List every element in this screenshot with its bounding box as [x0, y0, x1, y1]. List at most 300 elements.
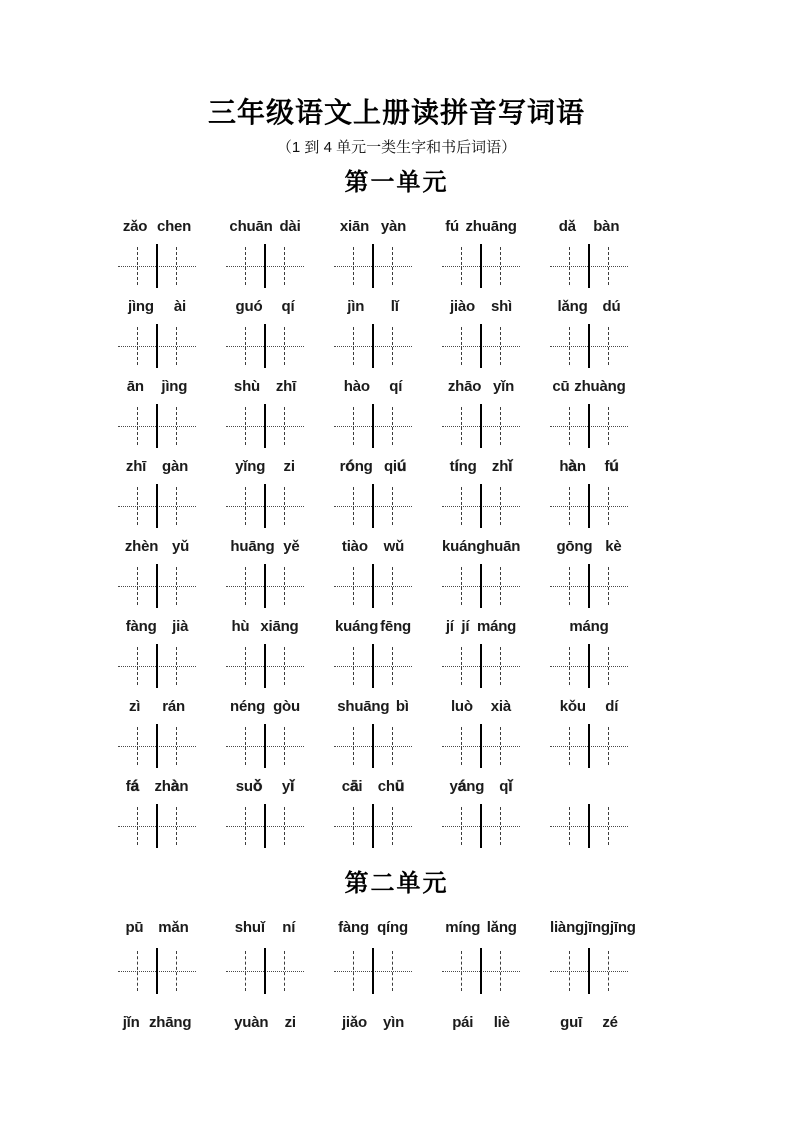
grid-guide-vertical — [500, 951, 501, 991]
grid-guide-vertical — [461, 407, 462, 445]
pinyin-word — [442, 1014, 520, 1034]
word-row — [118, 538, 793, 618]
grid-divider — [480, 244, 482, 288]
grid-guide-vertical — [245, 247, 246, 285]
grid-divider — [264, 644, 266, 688]
grid-divider — [588, 484, 590, 528]
pinyin-syllable: dǎ — [558, 217, 576, 235]
grid-divider — [264, 804, 266, 848]
word-block — [334, 618, 412, 685]
pinyin-syllable: shì — [490, 297, 513, 315]
word-block — [226, 378, 304, 445]
grid-guide-vertical — [608, 327, 609, 365]
pinyin-syllable: kè — [605, 537, 622, 555]
pinyin-syllable: liè — [493, 1013, 510, 1031]
pinyin-syllable: wǔ — [383, 537, 405, 555]
pinyin-word — [118, 618, 196, 638]
grid-guide-vertical — [245, 407, 246, 445]
grid-guide-vertical — [284, 487, 285, 525]
writing-grid — [550, 647, 628, 685]
pinyin-syllable: zhī — [275, 377, 297, 395]
grid-divider — [480, 948, 482, 994]
pinyin-syllable: jí — [445, 617, 454, 635]
word-block — [118, 698, 196, 765]
pinyin-syllable: zi — [284, 1013, 296, 1031]
word-block — [334, 778, 412, 845]
grid-guide-vertical — [608, 407, 609, 445]
writing-grid — [442, 407, 520, 445]
pinyin-syllable: dú — [602, 297, 621, 315]
pinyin-syllable: zhàn — [154, 777, 189, 795]
word-block — [550, 538, 628, 605]
pinyin-syllable: lǎng — [486, 918, 517, 936]
writing-grid — [550, 487, 628, 525]
word-block — [226, 298, 304, 365]
pinyin-word — [550, 778, 628, 798]
grid-divider — [588, 948, 590, 994]
word-block — [226, 618, 304, 685]
pinyin-syllable: hào — [343, 377, 370, 395]
grid-guide-vertical — [353, 327, 354, 365]
page-title: 三年级语文上册读拼音写词语 — [207, 97, 585, 128]
pinyin-word — [442, 778, 520, 798]
section-heading-unit-2: 第二单元 — [344, 869, 449, 897]
grid-guide-vertical — [500, 647, 501, 685]
grid-divider — [372, 244, 374, 288]
pinyin-syllable: yǐ — [281, 777, 295, 795]
pinyin-syllable: guī — [560, 1013, 583, 1031]
pinyin-word — [550, 538, 628, 558]
writing-grid — [226, 327, 304, 365]
pinyin-syllable: chū — [377, 777, 405, 795]
word-block — [442, 298, 520, 365]
pinyin-syllable: chuān — [229, 217, 273, 235]
grid-divider — [372, 724, 374, 768]
word-block — [226, 1014, 304, 1034]
grid-guide-vertical — [569, 487, 570, 525]
word-block — [550, 778, 628, 845]
word-block — [118, 298, 196, 365]
pinyin-syllable: liàng — [550, 918, 585, 936]
grid-guide-vertical — [284, 807, 285, 845]
pinyin-word — [118, 218, 196, 238]
pinyin-word — [118, 298, 196, 318]
pinyin-syllable: fá — [125, 777, 140, 795]
writing-grid — [550, 327, 628, 365]
writing-grid — [226, 727, 304, 765]
writing-grid — [442, 327, 520, 365]
writing-grid — [334, 247, 412, 285]
pinyin-syllable: máng — [476, 617, 517, 635]
pinyin-word — [550, 618, 628, 638]
grid-guide-vertical — [353, 727, 354, 765]
pinyin-syllable: yǐn — [493, 377, 515, 395]
grid-guide-vertical — [245, 807, 246, 845]
writing-grid — [226, 951, 304, 991]
grid-divider — [588, 644, 590, 688]
pinyin-syllable: bì — [395, 697, 409, 715]
grid-guide-vertical — [176, 647, 177, 685]
pinyin-syllable: zì — [128, 697, 141, 715]
pinyin-syllable: róng — [339, 457, 373, 475]
pinyin-syllable: shuǐ — [234, 918, 265, 936]
writing-grid — [226, 807, 304, 845]
pinyin-word — [226, 298, 304, 318]
pinyin-syllable: qiú — [383, 457, 407, 475]
word-block — [550, 618, 628, 685]
pinyin-word — [118, 538, 196, 558]
pinyin-syllable: zhuāng — [465, 217, 517, 235]
grid-guide-vertical — [176, 487, 177, 525]
pinyin-syllable: hàn — [559, 457, 586, 475]
word-row — [118, 1014, 793, 1109]
grid-guide-vertical — [353, 487, 354, 525]
pinyin-syllable: jīng — [609, 918, 636, 936]
word-block — [550, 1014, 628, 1034]
grid-guide-vertical — [461, 567, 462, 605]
grid-guide-vertical — [569, 951, 570, 991]
writing-grid — [334, 407, 412, 445]
word-block — [442, 378, 520, 445]
grid-guide-vertical — [284, 247, 285, 285]
grid-guide-vertical — [500, 247, 501, 285]
word-block — [118, 218, 196, 285]
writing-grid — [442, 247, 520, 285]
pinyin-syllable: jí — [461, 617, 470, 635]
pinyin-word — [334, 618, 412, 638]
pinyin-syllable: shuāng — [337, 697, 390, 715]
word-block — [226, 218, 304, 285]
pinyin-word — [334, 778, 412, 798]
word-block — [442, 458, 520, 525]
pinyin-word — [442, 218, 520, 238]
pinyin-syllable: zi — [283, 457, 295, 475]
pinyin-syllable: qí — [389, 377, 403, 395]
pinyin-word — [226, 218, 304, 238]
pinyin-word — [118, 698, 196, 718]
grid-divider — [588, 564, 590, 608]
writing-grid — [550, 567, 628, 605]
pinyin-syllable: jìn — [347, 297, 365, 315]
grid-divider — [264, 724, 266, 768]
pinyin-syllable: yàn — [380, 217, 407, 235]
grid-guide-vertical — [176, 327, 177, 365]
writing-grid — [334, 807, 412, 845]
pinyin-syllable: bàn — [593, 217, 620, 235]
pinyin-word — [334, 919, 412, 939]
pinyin-syllable: shù — [233, 377, 260, 395]
grid-guide-vertical — [500, 807, 501, 845]
pinyin-syllable: chen — [156, 217, 192, 235]
pinyin-syllable: kǒu — [559, 697, 586, 715]
grid-guide-vertical — [245, 647, 246, 685]
writing-grid — [334, 487, 412, 525]
pinyin-word — [334, 698, 412, 718]
word-block — [550, 918, 636, 991]
pinyin-syllable: jiào — [449, 297, 476, 315]
pinyin-word — [226, 778, 304, 798]
word-row — [118, 618, 793, 698]
pinyin-syllable: zhuàng — [574, 377, 626, 395]
pinyin-syllable: pái — [452, 1013, 474, 1031]
pinyin-syllable: guó — [235, 297, 263, 315]
grid-guide-vertical — [137, 487, 138, 525]
pinyin-syllable: gàn — [162, 457, 189, 475]
page-subtitle: （1 到 4 单元一类生字和书后词语） — [276, 139, 517, 156]
grid-guide-vertical — [392, 407, 393, 445]
pinyin-syllable: xiān — [339, 217, 370, 235]
grid-divider — [480, 644, 482, 688]
writing-grid — [226, 247, 304, 285]
grid-guide-vertical — [392, 487, 393, 525]
pinyin-syllable: huāng — [230, 537, 275, 555]
grid-guide-vertical — [353, 951, 354, 991]
pinyin-syllable: yě — [283, 537, 300, 555]
writing-grid — [442, 807, 520, 845]
grid-guide-vertical — [461, 647, 462, 685]
pinyin-word — [226, 538, 304, 558]
word-block — [334, 298, 412, 365]
unit-1-rows — [118, 218, 793, 858]
word-block — [334, 698, 412, 765]
writing-grid — [226, 647, 304, 685]
pinyin-word — [118, 919, 196, 939]
grid-divider — [156, 564, 158, 608]
pinyin-word — [226, 618, 304, 638]
grid-guide-vertical — [392, 567, 393, 605]
grid-divider — [264, 324, 266, 368]
pinyin-syllable: qǐ — [499, 777, 513, 795]
word-row — [118, 778, 793, 858]
grid-guide-vertical — [500, 407, 501, 445]
grid-guide-vertical — [608, 247, 609, 285]
pinyin-word — [226, 919, 304, 939]
grid-guide-vertical — [392, 327, 393, 365]
word-block — [442, 1014, 520, 1034]
grid-guide-vertical — [353, 807, 354, 845]
grid-guide-vertical — [137, 247, 138, 285]
pinyin-word — [118, 378, 196, 398]
writing-grid — [550, 807, 628, 845]
word-block — [442, 538, 520, 605]
pinyin-word — [442, 919, 520, 939]
grid-divider — [480, 724, 482, 768]
grid-guide-vertical — [500, 727, 501, 765]
grid-divider — [372, 484, 374, 528]
pinyin-syllable: zhǐ — [491, 457, 513, 475]
pinyin-syllable: zǎo — [122, 217, 148, 235]
word-block — [550, 698, 628, 765]
grid-divider — [480, 564, 482, 608]
pinyin-word — [550, 698, 628, 718]
grid-divider — [588, 804, 590, 848]
pinyin-syllable: zhāo — [447, 377, 482, 395]
word-block — [118, 1014, 196, 1034]
grid-guide-vertical — [137, 727, 138, 765]
pinyin-word — [442, 298, 520, 318]
grid-divider — [372, 644, 374, 688]
writing-grid — [334, 567, 412, 605]
writing-grid — [118, 807, 196, 845]
grid-guide-vertical — [245, 951, 246, 991]
word-block — [442, 618, 520, 685]
grid-guide-vertical — [569, 807, 570, 845]
grid-guide-vertical — [608, 727, 609, 765]
pinyin-syllable: qí — [281, 297, 295, 315]
word-block — [442, 778, 520, 845]
grid-guide-vertical — [569, 407, 570, 445]
pinyin-syllable: yǔ — [172, 537, 190, 555]
grid-divider — [264, 948, 266, 994]
grid-divider — [480, 804, 482, 848]
grid-guide-vertical — [353, 247, 354, 285]
grid-guide-vertical — [137, 567, 138, 605]
pinyin-syllable: yǐng — [235, 457, 266, 475]
grid-divider — [264, 484, 266, 528]
writing-grid — [334, 647, 412, 685]
pinyin-syllable: dài — [279, 217, 301, 235]
word-block — [550, 458, 628, 525]
grid-divider — [156, 484, 158, 528]
grid-divider — [264, 564, 266, 608]
grid-guide-vertical — [176, 807, 177, 845]
grid-guide-vertical — [137, 807, 138, 845]
grid-guide-vertical — [176, 951, 177, 991]
grid-divider — [264, 404, 266, 448]
pinyin-word — [550, 458, 628, 478]
pinyin-syllable: gōng — [556, 537, 593, 555]
pinyin-syllable: zé — [602, 1013, 618, 1031]
word-row — [118, 298, 793, 378]
pinyin-syllable: luò — [450, 697, 473, 715]
word-block — [442, 218, 520, 285]
grid-guide-vertical — [608, 807, 609, 845]
pinyin-syllable: zhāng — [148, 1013, 192, 1031]
grid-guide-vertical — [284, 407, 285, 445]
grid-guide-vertical — [176, 727, 177, 765]
writing-grid — [118, 327, 196, 365]
grid-divider — [156, 404, 158, 448]
grid-divider — [480, 484, 482, 528]
grid-divider — [372, 804, 374, 848]
pinyin-syllable: ān — [126, 377, 144, 395]
pinyin-syllable: yìn — [382, 1013, 405, 1031]
word-row — [118, 919, 793, 1014]
grid-guide-vertical — [461, 727, 462, 765]
pinyin-word — [334, 298, 412, 318]
writing-grid — [550, 951, 628, 991]
grid-guide-vertical — [569, 647, 570, 685]
grid-guide-vertical — [392, 247, 393, 285]
writing-grid — [442, 567, 520, 605]
word-row — [118, 698, 793, 778]
pinyin-word — [226, 698, 304, 718]
pinyin-word — [550, 298, 628, 318]
pinyin-syllable: lǐ — [390, 297, 399, 315]
pinyin-word — [442, 618, 520, 638]
grid-divider — [372, 948, 374, 994]
grid-divider — [480, 324, 482, 368]
pinyin-syllable: xià — [490, 697, 512, 715]
writing-grid — [442, 647, 520, 685]
grid-divider — [372, 564, 374, 608]
grid-guide-vertical — [392, 807, 393, 845]
grid-guide-vertical — [461, 487, 462, 525]
pinyin-word — [550, 1014, 628, 1034]
pinyin-syllable: rán — [162, 697, 185, 715]
pinyin-word — [334, 538, 412, 558]
pinyin-word — [550, 378, 628, 398]
grid-divider — [588, 724, 590, 768]
grid-divider — [156, 644, 158, 688]
grid-guide-vertical — [284, 951, 285, 991]
writing-grid — [226, 487, 304, 525]
writing-grid — [550, 247, 628, 285]
pinyin-syllable: suǒ — [235, 777, 263, 795]
grid-guide-vertical — [608, 951, 609, 991]
grid-divider — [156, 948, 158, 994]
pinyin-word — [118, 458, 196, 478]
pinyin-word — [226, 458, 304, 478]
writing-grid — [118, 247, 196, 285]
pinyin-syllable: jìng — [161, 377, 188, 395]
grid-divider — [156, 724, 158, 768]
writing-grid — [550, 727, 628, 765]
grid-guide-vertical — [284, 727, 285, 765]
pinyin-word — [442, 458, 520, 478]
word-block — [118, 919, 196, 991]
writing-grid — [118, 727, 196, 765]
pinyin-word — [334, 1014, 412, 1034]
pinyin-word — [226, 378, 304, 398]
word-block — [334, 538, 412, 605]
writing-grid — [118, 407, 196, 445]
grid-guide-vertical — [500, 567, 501, 605]
pinyin-word — [334, 218, 412, 238]
word-block — [334, 919, 412, 991]
grid-guide-vertical — [176, 567, 177, 605]
pinyin-word — [442, 538, 520, 558]
writing-grid — [550, 407, 628, 445]
grid-guide-vertical — [284, 327, 285, 365]
pinyin-syllable: kuáng — [442, 537, 486, 555]
pinyin-syllable: jià — [172, 617, 189, 635]
pinyin-syllable: ní — [282, 918, 296, 936]
pinyin-syllable: ài — [173, 297, 186, 315]
word-block — [334, 458, 412, 525]
pinyin-syllable: lǎng — [557, 297, 588, 315]
word-block — [118, 618, 196, 685]
writing-grid — [334, 727, 412, 765]
pinyin-word — [118, 1014, 196, 1034]
pinyin-syllable: fú — [445, 217, 459, 235]
writing-grid — [118, 951, 196, 991]
word-block — [226, 919, 304, 991]
pinyin-syllable: hù — [231, 617, 250, 635]
pinyin-syllable: qíng — [377, 918, 408, 936]
grid-divider — [588, 404, 590, 448]
grid-guide-vertical — [461, 247, 462, 285]
grid-guide-vertical — [608, 647, 609, 685]
grid-guide-vertical — [353, 407, 354, 445]
pinyin-syllable: fàng — [338, 918, 369, 936]
pinyin-syllable: tiào — [341, 537, 368, 555]
pinyin-word — [334, 458, 412, 478]
word-block — [334, 378, 412, 445]
pinyin-word — [550, 918, 636, 939]
grid-guide-vertical — [461, 807, 462, 845]
pinyin-word — [442, 378, 520, 398]
